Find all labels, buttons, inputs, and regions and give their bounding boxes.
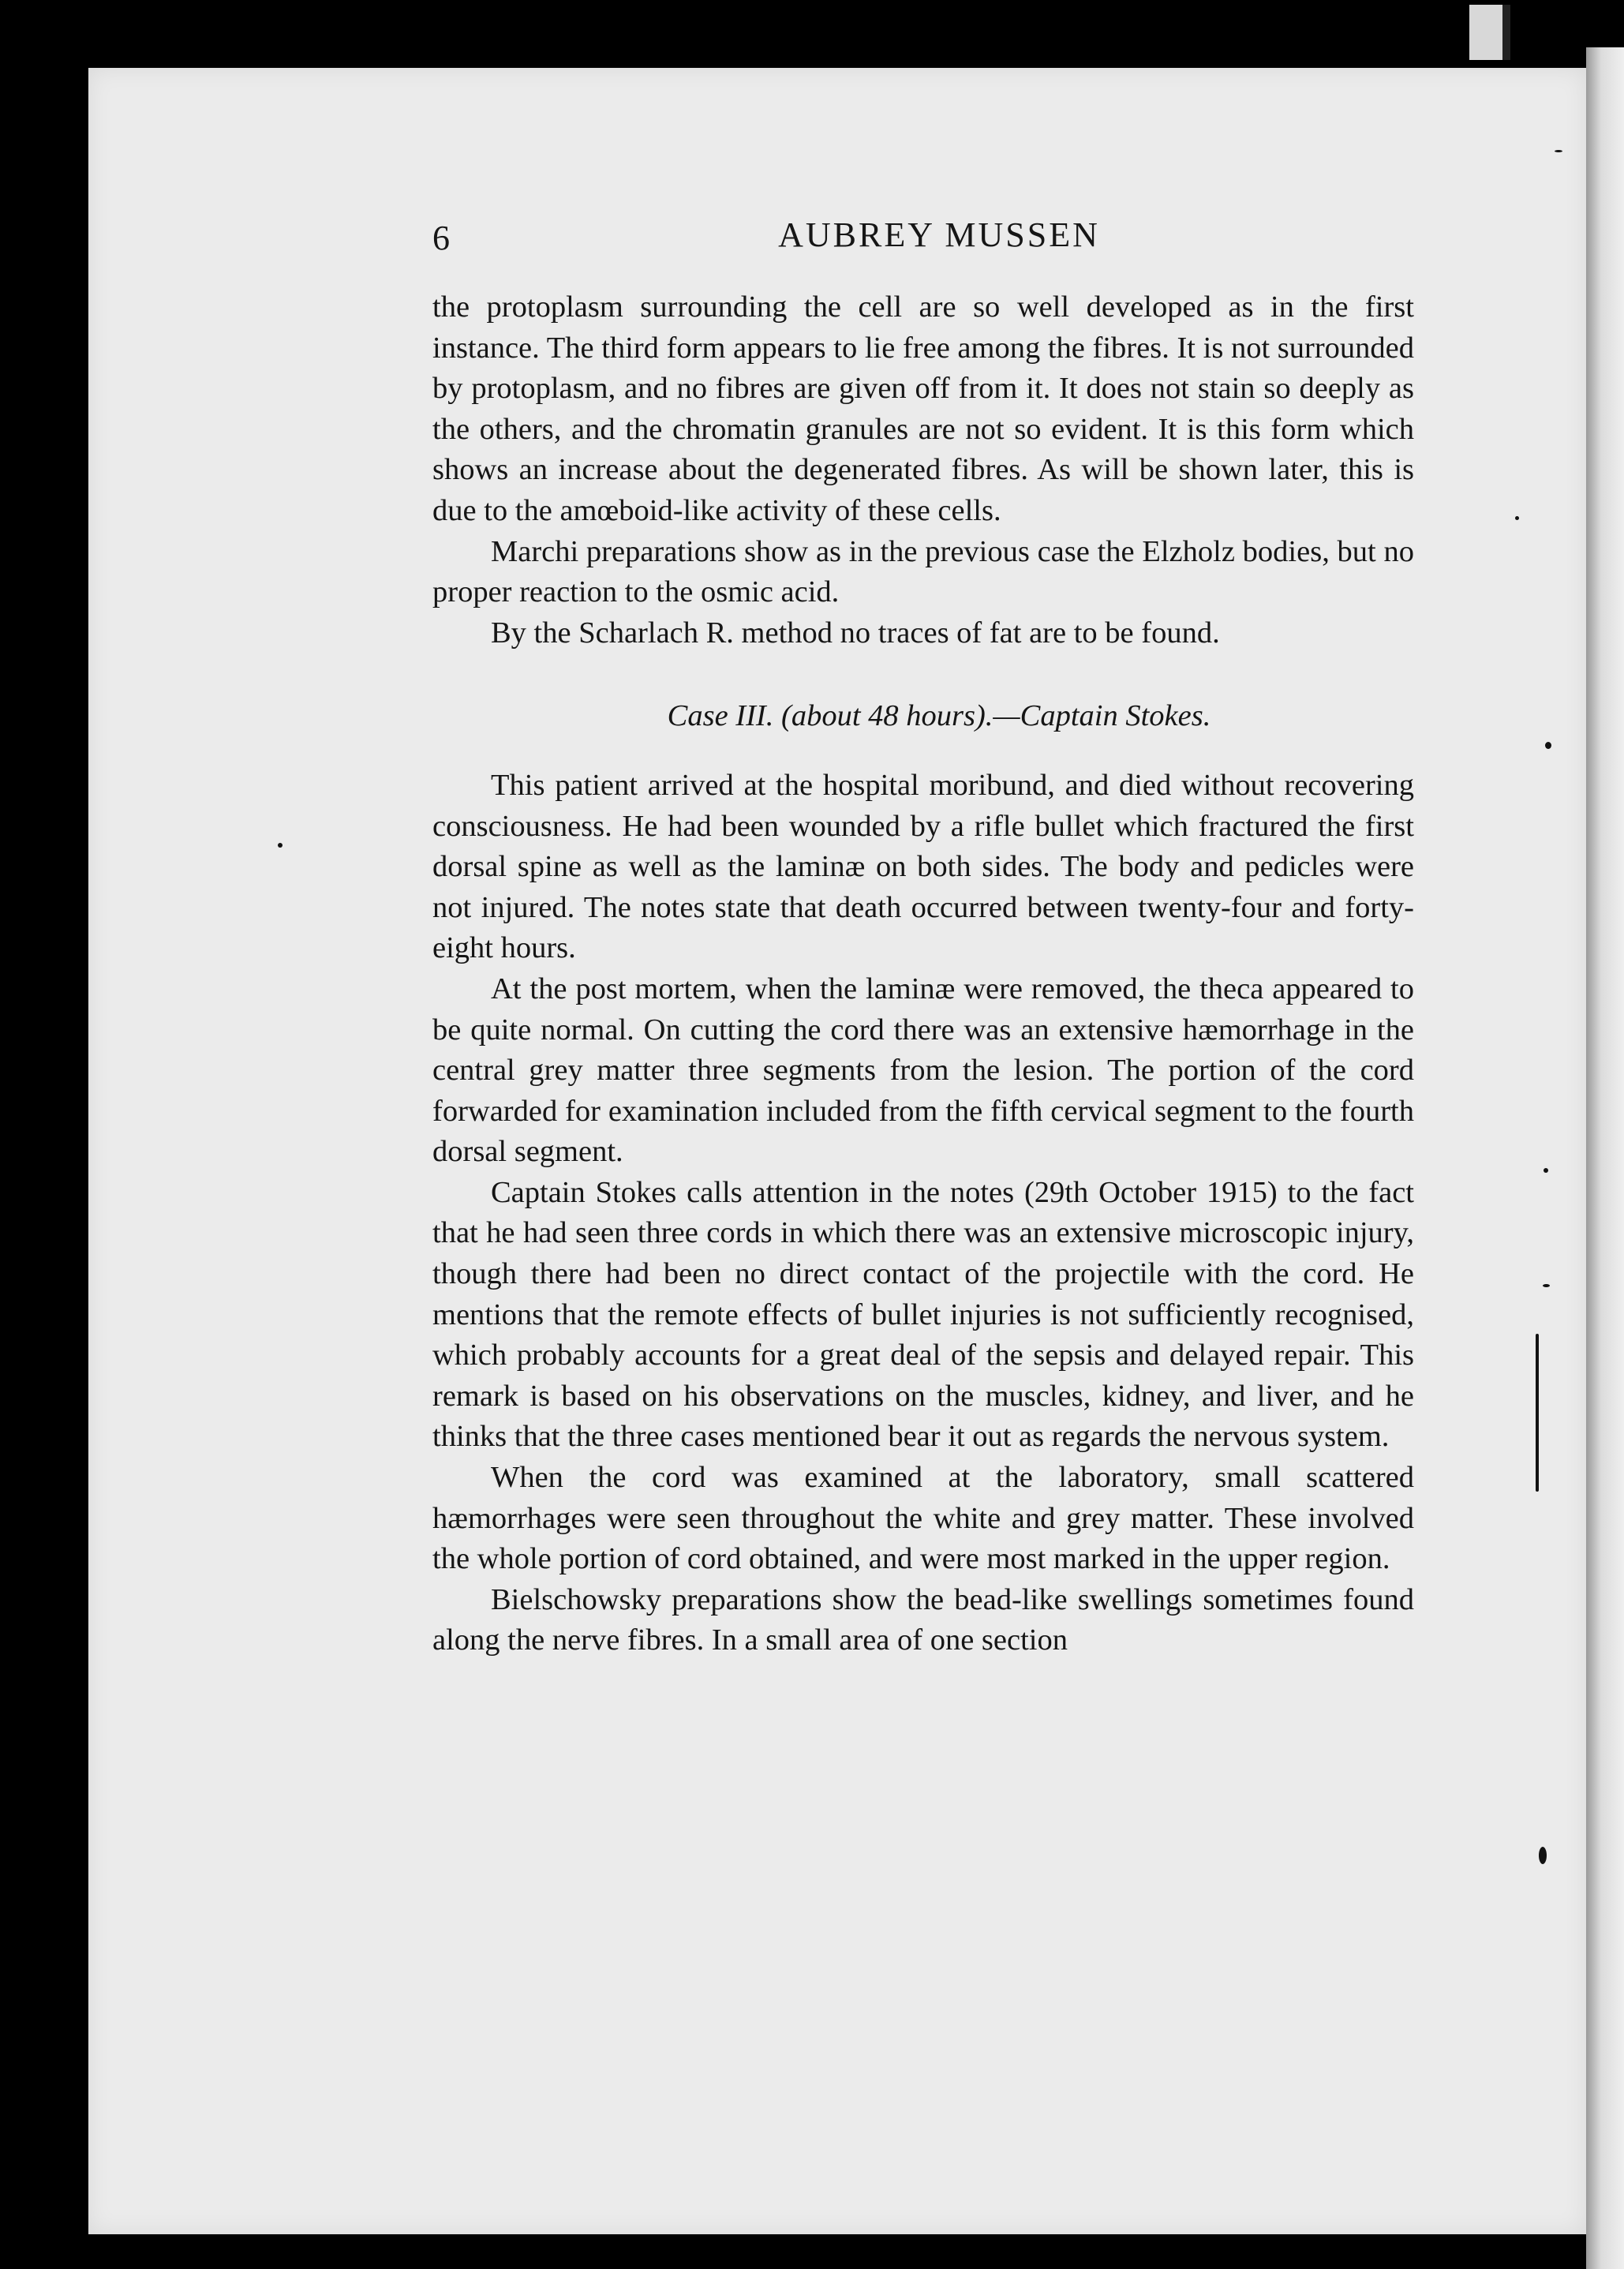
paragraph: Captain Stokes calls attention in the notes (29th October 1915) to the fact that he had seen three cords in which there was an extensive microscopic injury, though there had been no direct contact of the projectile with the cord. He mentions that the remote effects of bullet injuries is not sufficiently recognised, which probably accounts for a great deal of the sepsis and delayed repair. This remark is based on his observations on the muscles, kidney, and liver, and he thinks that the three cases mentioned bear it out as regards the nervous system. <box>432 1175 1414 1454</box>
paragraph: Bielschowsky preparations show the bead-like swellings sometimes found along the nerve fibres. In a small area of one section <box>432 1582 1414 1657</box>
scan-speck <box>1539 1847 1547 1864</box>
body-text <box>432 287 1414 1661</box>
scan-speck <box>1545 742 1551 749</box>
scan-speck <box>1555 150 1562 152</box>
scan-speck <box>278 843 283 848</box>
paragraph: Marchi preparations show as in the previous case the Elzholz bodies, but no proper reaction to the osmic acid. <box>432 534 1414 609</box>
running-head: AUBREY MUSSEN <box>778 215 1100 254</box>
page-number: 6 <box>432 219 450 257</box>
case-heading: Case III. (about 48 hours).—Captain Stokes. <box>667 699 1211 733</box>
scan-speck <box>1543 1284 1550 1287</box>
paragraph: By the Scharlach R. method no traces of fat are to be found. <box>491 616 1220 650</box>
paragraph: At the post mortem, when the laminæ were removed, the theca appeared to be quite normal. On cutting the cord there was an extensive hæmorrhage in the central grey matter three segments from the lesion. The portion of the cord forwarded for examination included from the fifth cervical segment to the fourth dorsal segment. <box>432 972 1414 1169</box>
paragraph: When the cord was examined at the laboratory, small scattered hæmorrhages were seen throughout the white and grey matter. These involved the whole portion of cord obtained, and were most marked in the upper region. <box>432 1461 1414 1576</box>
page-header <box>432 212 1414 267</box>
scan-speck <box>1536 1334 1539 1492</box>
paragraph: the protoplasm surrounding the cell are so well developed as in the first instance. The third form appears to lie free among the fibres. It is not surrounded by protoplasm, and no fibres are given off from it. It does not stain so deeply as the others, and the chromatin granules are not so evident. It is this form which shows an increase about the degenerated fibres. As will be shown later, this is due to the amœboid-like activity of these cells. <box>432 290 1414 527</box>
scan-speck <box>1515 516 1519 520</box>
scan-speck <box>1544 1168 1548 1173</box>
paragraph: This patient arrived at the hospital moribund, and died without recovering consciousness. He had been wounded by a rifle bullet which fractured the first dorsal spine as well as the laminæ on both sides. The body and pedicles were not injured. The notes state that death occurred between twenty-four and forty-eight hours. <box>432 768 1414 965</box>
next-page-edge <box>1586 47 1624 2269</box>
page-tab-marker <box>1469 5 1510 60</box>
